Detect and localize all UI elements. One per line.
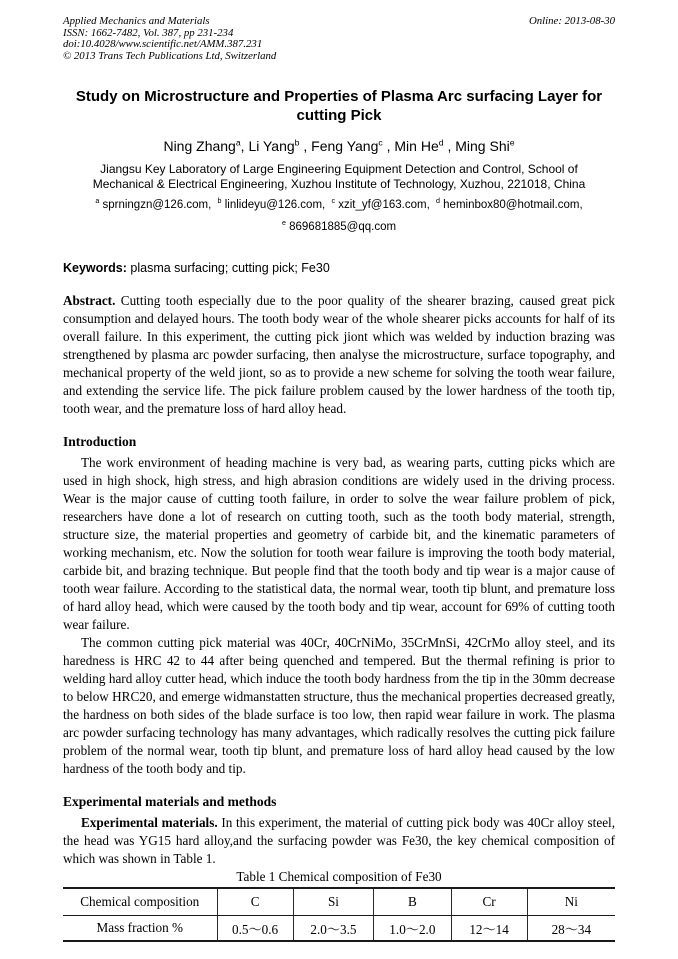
author-separator: , — [299, 138, 312, 155]
chemical-composition-table — [63, 887, 615, 942]
abstract-paragraph — [63, 292, 615, 418]
copyright-line: © 2013 Trans Tech Publications Ltd, Switzerland — [63, 49, 277, 62]
emails-line-2 — [63, 220, 615, 234]
journal-meta-block — [63, 16, 276, 62]
author-name: Ning Zhang$^a$, — [163, 137, 249, 155]
table-cell: 12～14 — [451, 915, 527, 941]
table-cell: 0.5～0.6 — [217, 915, 293, 941]
author-name: Min He$^d$ , — [394, 137, 456, 155]
paper-title: Study on Microstructure and Properties of Plasma Arc surfacing Layer for cutting Pick — [75, 88, 603, 125]
abstract-label: Abstract. — [63, 293, 116, 309]
emails-line-1 — [63, 198, 615, 212]
author-affiliation-mark: a — [235, 137, 241, 148]
author-email: $^c$ xzit_yf@163.com, — [331, 197, 430, 212]
issn-volume-line: ISSN: 1662-7482, Vol. 387, pp 231-234 — [63, 26, 234, 39]
table-cell: 28～34 — [527, 915, 615, 941]
table-header-cell: B — [374, 888, 451, 915]
journal-header — [63, 16, 615, 62]
introduction-paragraph-1: The work environment of heading machine is very bad, as wearing parts, cutting picks which are used in high shock, high stress, and high abrasion conditions are widely used in the driving process. Wear is the major cause of cutting tooth failure, in order to solve the wear failure problem of pick, researchers have done a lot of research on cutting tooth, such as the tooth body material, strength, structure size, the material properties and geometry of carbide bit, and the kinematic parameters of working mechanism, etc. Now the solution for tooth wear failure is improving the tooth body material, carbide bit, and brazing technique. But people find that the tooth body and tip wear is a major cause of tooth wear failure. According to the statistical data, the normal wear, tooth tip blunt, and premature loss of hard alloy head, which were caused by the tooth body and tip wear, account for 69% of cutting tooth wear failure. — [63, 455, 615, 633]
table-header-cell: Cr — [451, 888, 527, 915]
table-header-row — [63, 888, 615, 915]
table-cell: 1.0～2.0 — [374, 915, 451, 941]
table-row — [63, 915, 615, 941]
table-header-cell: Chemical composition — [63, 888, 217, 915]
author-affiliation-mark: d — [438, 137, 444, 148]
author-name: Feng Yang$^c$ , — [311, 137, 395, 155]
keywords-label: Keywords: — [63, 261, 127, 276]
table-header-cell: Si — [293, 888, 374, 915]
table-header-cell: C — [217, 888, 293, 915]
author-email: $^e$ 869681885@qq.com — [281, 219, 397, 234]
table-caption: Table 1 Chemical composition of Fe30 — [236, 869, 442, 885]
introduction-paragraph-2: The common cutting pick material was 40Cr, 40CrNiMo, 35CrMnSi, 42CrMo alloy steel, and its haredness is HRC 42 to 44 after being quenched and tempered. But the thermal refining is prior to welding hard alloy cutter head, which induce the tooth body hardness from the tip in the 30mm decrease to below HRC20, and emerge widmanstatten structure, thus the mechanical properties decreased greatly, the hardness on both sides of the blade surface is too low, then rapid wear failure in work. The plasma arc powder surfacing technology has many advantages, which radically resolves the cutting pick failure problem of the normal wear, tooth tip blunt, and premature loss of hard alloy head caused by the low hardness of the tooth body and tip. — [63, 635, 615, 777]
section-heading-introduction: Introduction — [63, 434, 137, 450]
author-affiliation-mark: c — [378, 137, 383, 148]
authors-line — [63, 137, 615, 156]
doi-line: doi:10.4028/www.scientific.net/AMM.387.231 — [63, 38, 263, 51]
author-separator: , — [382, 138, 395, 155]
section-heading-methods: Experimental materials and methods — [63, 794, 277, 810]
table-header-cell: Ni — [527, 888, 615, 915]
author-email: $^b$ linlideyu@126.com, — [217, 197, 326, 212]
methods-paragraph-label: Experimental materials. — [81, 815, 218, 831]
author-affiliation-mark: e — [509, 137, 515, 148]
author-name: Li Yang$^b$ , — [248, 137, 312, 155]
keywords-line — [63, 261, 615, 276]
author-separator: , — [443, 138, 456, 155]
methods-paragraph-text: In this experiment, the material of cutting pick body was 40Cr alloy steel, the head was YG15 hard alloy,and the surfacing powder was Fe30, the key chemical composition of which was shown in Table 1. — [63, 815, 616, 867]
abstract-text: Cutting tooth especially due to the poor quality of the shearer brazing, caused great pick consumption and delayed hours. The tooth body wear of the whole shearer picks accounts for half of its overall failure. In this experiment, the cutting pick jiont which was welded by induction brazing was strengthened by plasma arc powder surfacing, then analyse the microstructure, surface topography, and mechanical property of the weld jiont, so as to provide a new scheme for solving the tooth wear failure, and extending the service life. The pick failure problem caused by the lower hardness of the tooth tip, tooth wear, and the premature loss of hard alloy head. — [63, 293, 615, 417]
online-date: Online: 2013-08-30 — [528, 15, 615, 27]
affiliation: Jiangsu Key Laboratory of Large Engineering Equipment Detection and Control, School of Mechanical & Electrical Engineering, Xuzhou Institute of Technology, Xuzhou, 221018, China — [92, 162, 586, 192]
methods-paragraph — [63, 814, 615, 868]
author-affiliation-mark: b — [294, 137, 300, 148]
author-separator: , — [240, 138, 249, 155]
table-cell: Mass fraction % — [96, 920, 183, 936]
author-email: $^a$ sprningzn@126.com, — [95, 197, 212, 212]
author-name: Ming Shi$^e$ — [455, 137, 515, 155]
keywords-text: plasma surfacing; cutting pick; Fe30 — [130, 261, 330, 276]
author-email: $^d$ heminbox80@hotmail.com, — [435, 197, 583, 212]
table-cell: 2.0～3.5 — [293, 915, 374, 941]
journal-name: Applied Mechanics and Materials — [63, 15, 210, 27]
